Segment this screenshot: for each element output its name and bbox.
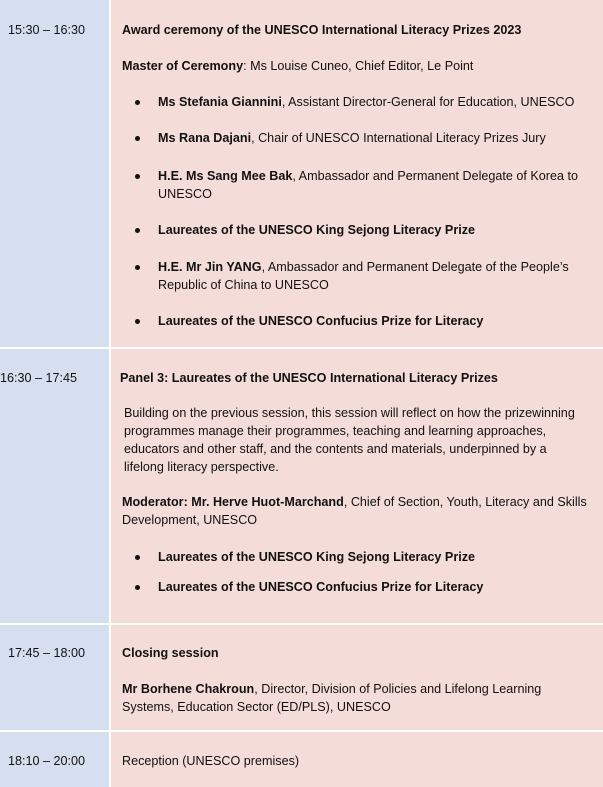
moderator-value: , Chief of Section, Youth, Literacy and Skills Development, UNESCO — [122, 495, 587, 527]
time-cell — [0, 625, 110, 730]
time-cell — [0, 349, 110, 623]
bullet-icon — [135, 555, 140, 560]
session-title: Closing session — [122, 646, 219, 660]
mc-value: : Ms Louise Cuneo, Chief Editor, Le Point — [243, 59, 474, 73]
session-time: 15:30 – 16:30 — [8, 23, 86, 37]
content-cell — [110, 0, 603, 347]
closing-speaker — [122, 680, 592, 716]
moderator — [122, 493, 587, 529]
session-time: 17:45 – 18:00 — [8, 646, 86, 660]
speaker-item: Ms Rana Dajani, Chair of UNESCO International Literacy Prizes Jury — [158, 131, 546, 145]
time-cell — [0, 0, 110, 347]
speaker-item: Laureates of the UNESCO Confucius Prize for Literacy — [158, 580, 484, 594]
session-row-closing — [0, 625, 603, 730]
content-cell — [110, 625, 603, 730]
master-of-ceremony — [122, 57, 473, 75]
bullet-icon — [135, 136, 140, 141]
content-cell — [110, 349, 603, 623]
speaker-role: , Director, Division of Policies and Lifelong Learning Systems, Education Sector (ED/PLS), UNESCO — [122, 682, 542, 714]
moderator-label: Moderator: Mr. Herve Huot-Marchand — [122, 495, 344, 509]
bullet-icon — [135, 265, 140, 270]
session-time: 16:30 – 17:45 — [0, 371, 78, 385]
session-time: 18:10 – 20:00 — [8, 754, 86, 768]
speaker-item: Ms Stefania Giannini, Assistant Director-General for Education, UNESCO — [158, 95, 575, 109]
session-row-award-ceremony — [0, 0, 603, 347]
session-row-panel-3 — [0, 349, 603, 623]
speaker-item: H.E. Ms Sang Mee Bak, Ambassador and Permanent Delegate of Korea to UNESCO — [158, 169, 579, 201]
column-divider — [109, 0, 111, 787]
content-cell — [110, 732, 603, 787]
session-title: Reception (UNESCO premises) — [122, 754, 300, 768]
bullet-icon — [135, 228, 140, 233]
bullet-icon — [135, 100, 140, 105]
bullet-icon — [135, 319, 140, 324]
speaker-item: Laureates of the UNESCO Confucius Prize for Literacy — [158, 314, 484, 328]
speaker-item: H.E. Mr Jin YANG, Ambassador and Permanent Delegate of the People’s Republic of China to UNESCO — [158, 260, 569, 292]
time-cell — [0, 732, 110, 787]
session-title: Panel 3: Laureates of the UNESCO International Literacy Prizes — [120, 371, 498, 385]
bullet-icon — [135, 174, 140, 179]
speaker-item: Laureates of the UNESCO King Sejong Literacy Prize — [158, 550, 476, 564]
session-title: Award ceremony of the UNESCO International Literacy Prizes 2023 — [122, 23, 522, 37]
mc-label: Master of Ceremony — [122, 59, 244, 73]
session-description: Building on the previous session, this session will reflect on how the prizewinning programmes manage their programmes, teaching and learning approaches, educators and other staff, and the contents and materials, underpinned by a lifelong literacy perspective. — [124, 406, 575, 474]
speaker-item: Laureates of the UNESCO King Sejong Literacy Prize — [158, 223, 476, 237]
session-row-reception — [0, 732, 603, 787]
bullet-icon — [135, 585, 140, 590]
speaker-name: Mr Borhene Chakroun — [122, 682, 255, 696]
